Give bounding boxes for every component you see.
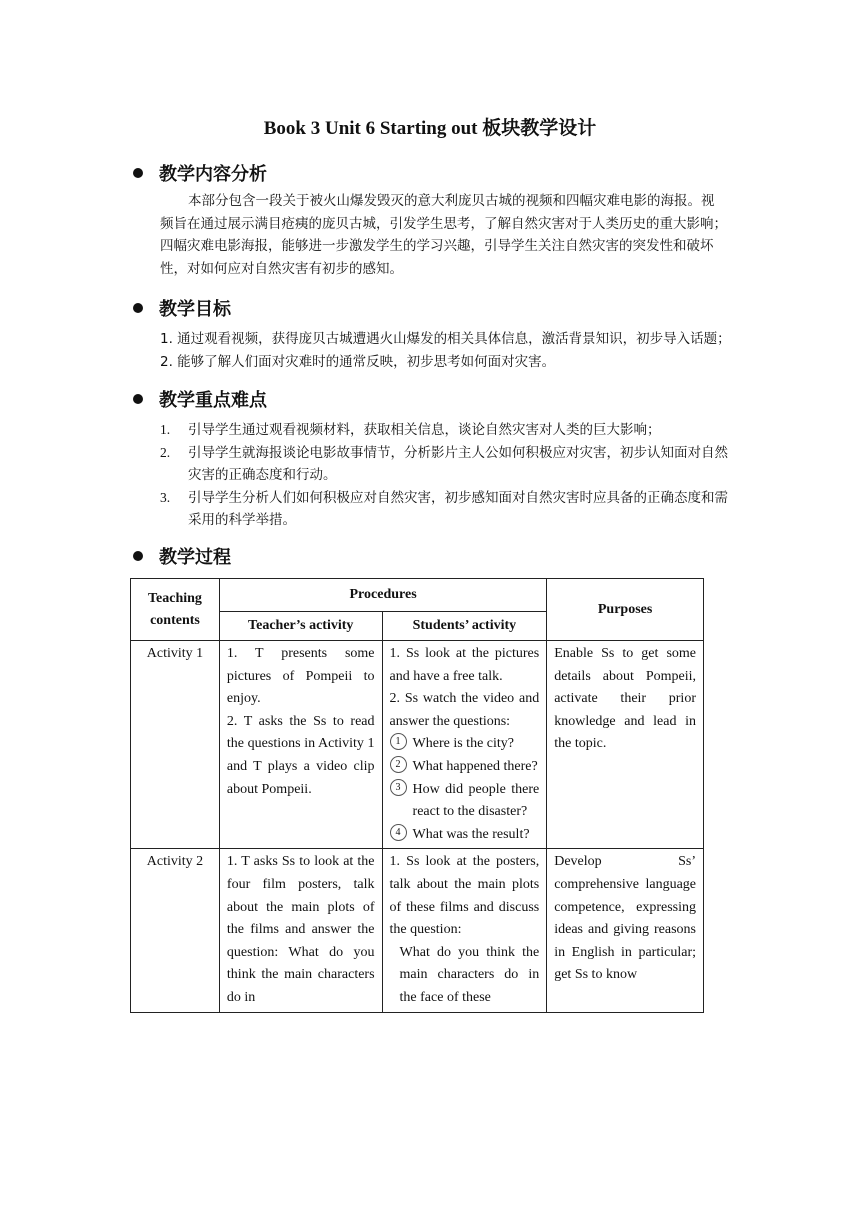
keypoint-item: 3. 引导学生分析人们如何积极应对自然灾害，初步感知面对自然灾害时应具备的正确态度和需采用的科学举措。 (160, 489, 728, 528)
cell-purpose: Develop Ss’ comprehensive language competence, expressing ideas and giving reasons in English in particular; get Ss to know (547, 849, 704, 1012)
bullet-icon (133, 303, 143, 313)
header-purposes: Purposes (547, 579, 704, 641)
teaching-process-table (130, 578, 704, 1013)
cell-students: 1. Ss look at the posters, talk about the main plots of these films and discuss the question: What do you think the main characters do in the face of these (382, 849, 547, 1012)
keypoint-item: 1. 引导学生通过观看视频材料，获取相关信息，谈论自然灾害对人类的巨大影响； (160, 422, 661, 438)
question-item: 1 Where is the city? (390, 733, 540, 756)
cell-content: Activity 2 (131, 849, 220, 1012)
question-item: 3 How did people there react to the disaster? (390, 779, 540, 824)
goals-list (160, 328, 810, 373)
cell-content: Activity 1 (131, 641, 220, 849)
header-teacher-activity: Teacher’s activity (219, 612, 382, 641)
table-header-row (131, 579, 704, 612)
paragraph-line: 本部分包含一段关于被火山爆发毁灭的意大利庞贝古城的视频和四幅灾难电影的海报。视 (188, 193, 715, 209)
goal-item: 1. 通过观看视频，获得庞贝古城遭遇火山爆发的相关具体信息，激活背景知识，初步导入话题； (160, 331, 731, 347)
goal-item: 2. 能够了解人们面对灾难时的通常反映，初步思考如何面对灾害。 (160, 353, 556, 370)
cell-students: 1. Ss look at the pictures and have a free talk. 2. Ss watch the video and answer the questions: 1 Where is the city? 2 What happened there? 3 How did people there react to the disaster? 4 What was the result? (382, 641, 547, 849)
document-title: Book 3 Unit 6 Starting out 板块教学设计 (263, 118, 597, 139)
bullet-icon (133, 168, 143, 178)
circled-number-icon: 2 (390, 756, 407, 773)
section-heading-keypoints: 教学重点难点 (133, 386, 267, 412)
paragraph-line: 频旨在通过展示满目疮痍的庞贝古城，引发学生思考，了解自然灾害对于人类历史的重大影响； (160, 215, 727, 232)
table-row (131, 849, 704, 1012)
cell-teacher: 1. T presents some pictures of Pompeii to enjoy. 2. T asks the Ss to read the questions in Activity 1 and T plays a video clip about Pompeii. (219, 641, 382, 849)
bullet-icon (133, 551, 143, 561)
header-students-activity: Students’ activity (382, 612, 547, 641)
section-heading-process: 教学过程 (133, 543, 231, 569)
section-heading-goals: 教学目标 (133, 295, 231, 321)
bullet-icon (133, 394, 143, 404)
header-teaching-contents: Teaching contents (131, 579, 220, 641)
question-item: 2 What happened there? (390, 756, 540, 779)
section-heading-content: 教学内容分析 (133, 160, 267, 186)
paragraph-line: 四幅灾难电影海报，能够进一步激发学生的学习兴趣，引导学生关注自然灾害的突发性和破坏 (160, 238, 714, 254)
header-procedures: Procedures (219, 579, 546, 612)
cell-teacher: 1. T asks Ss to look at the four film posters, talk about the main plots of the films and answer the question: What do you think the main characters do in (219, 849, 382, 1012)
table-row (131, 641, 704, 849)
content-analysis-paragraph (160, 190, 790, 280)
cell-purpose: Enable Ss to get some details about Pompeii, activate their prior knowledge and lead in the topic. (547, 641, 704, 849)
circled-number-icon: 3 (390, 779, 407, 796)
paragraph-line: 性，对如何应对自然灾害有初步的感知。 (160, 260, 403, 277)
question-item: 4 What was the result? (390, 824, 540, 847)
circled-number-icon: 1 (390, 733, 407, 750)
keypoints-list (160, 419, 740, 532)
keypoint-item: 2. 引导学生就海报谈论电影故事情节，分析影片主人公如何积极应对灾害，初步认知面对自然灾害的正确态度和行动。 (160, 444, 728, 483)
circled-number-icon: 4 (390, 824, 407, 841)
